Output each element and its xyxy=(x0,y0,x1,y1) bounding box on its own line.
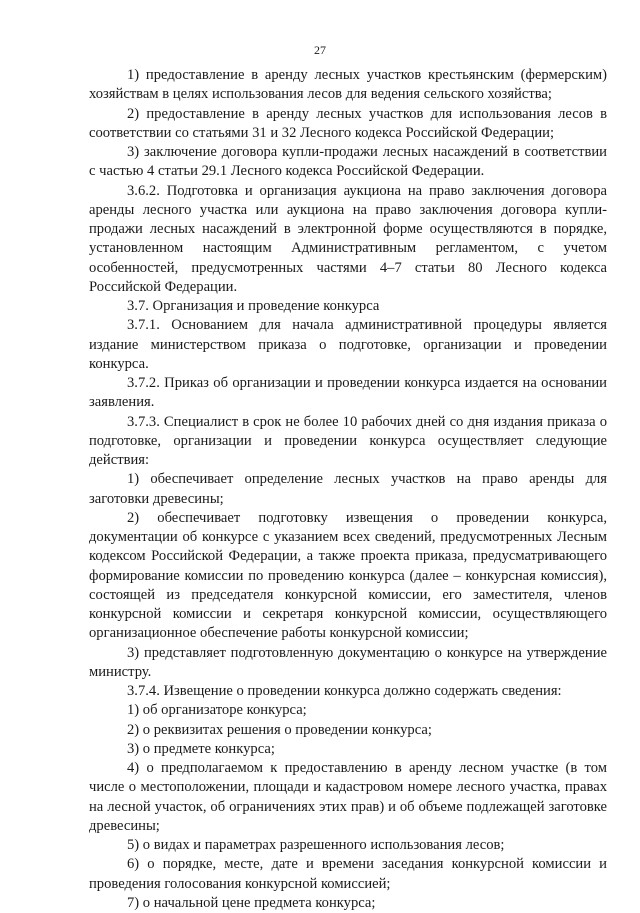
document-body xyxy=(89,66,607,913)
paragraph: 3.7.4. Извещение о проведении конкурса должно содержать сведения: xyxy=(127,683,562,699)
paragraph: 3.7.3. Специалист в срок не более 10 рабочих дней со дня издания приказа о подготовке, организации и проведении конкурса осуществляет следующие действия: xyxy=(89,413,607,468)
list-item: 4) о предполагаемом к предоставлению в аренду лесном участке (в том числе о местоположении, площади и кадастровом номере лесного участка, правах на лесной участок, об ограничениях этих прав) и об объеме подлежащей заготовке древесины; xyxy=(89,760,607,834)
list-item: 2) о реквизитах решения о проведении конкурса; xyxy=(127,721,432,738)
list-item: 1) об организаторе конкурса; xyxy=(127,702,307,719)
list-item: 3) о предмете конкурса; xyxy=(127,740,275,757)
list-item: 3) представляет подготовленную документацию о конкурсе на утверждение министру. xyxy=(89,644,607,680)
paragraph: 2) предоставление в аренду лесных участков для использования лесов в соответствии со статьями 31 и 32 Лесного кодекса Российской Федерации; xyxy=(89,105,607,141)
list-item: 6) о порядке, месте, дате и времени заседания конкурсной комиссии и проведения голосования конкурсной комиссией; xyxy=(89,856,607,892)
list-item: 1) обеспечивает определение лесных участков на право аренды для заготовки древесины; xyxy=(89,471,607,507)
paragraph: 3) заключение договора купли-продажи лесных насаждений в соответствии с частью 4 статьи 29.1 Лесного кодекса Российской Федерации. xyxy=(89,144,607,180)
list-item: 2) обеспечивает подготовку извещения о проведении конкурса, документации об конкурсе с указанием всех сведений, предусмотренных Лесным кодексом Российской Федерации, а также проекта приказа, предусматривающего формирование комиссии по проведению конкурса (далее – конкурсная комиссия), состоящей из председателя конкурсной комиссии, его заместителя, членов конкурсной комиссии и секретаря конкурсной комиссии, осуществляющего организационное обеспечение работы конкурсной комиссии; xyxy=(89,509,607,642)
list-item: 7) о начальной цене предмета конкурса; xyxy=(127,894,376,911)
page-number: 27 xyxy=(314,43,326,57)
section-heading: 3.7. Организация и проведение конкурса xyxy=(127,298,380,314)
paragraph: 3.6.2. Подготовка и организация аукциона на право заключения договора аренды лесного участка или аукциона на право заключения договора купли-продажи лесных насаждений в электронной форме осуществляются в порядке, установленном настоящим Административным регламентом, с учетом особенностей, предусмотренных частями 4–7 статьи 80 Лесного кодекса Российской Федерации. xyxy=(89,182,607,295)
paragraph: 3.7.1. Основанием для начала административной процедуры является издание министерством приказа о подготовке, организации и проведении конкурса. xyxy=(89,317,607,372)
list-item: 5) о видах и параметрах разрешенного использования лесов; xyxy=(127,837,505,853)
paragraph: 3.7.2. Приказ об организации и проведении конкурса издается на основании заявления. xyxy=(89,375,607,411)
paragraph: 1) предоставление в аренду лесных участков крестьянским (фермерским) хозяйствам в целях использования лесов для ведения сельского хозяйства; xyxy=(89,67,607,103)
